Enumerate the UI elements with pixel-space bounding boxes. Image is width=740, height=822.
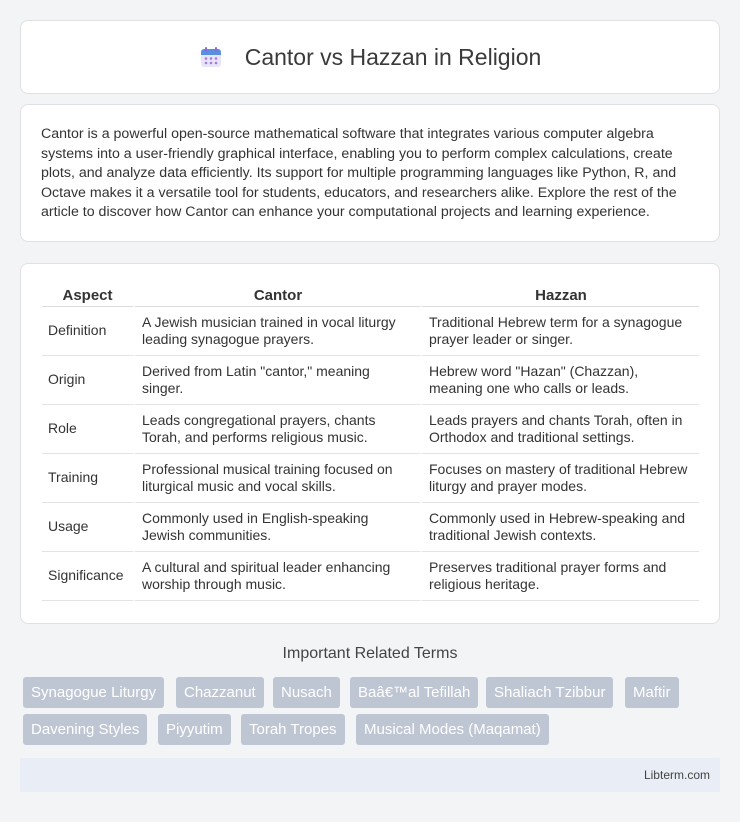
calendar-icon	[199, 45, 223, 69]
comparison-table-card	[20, 263, 720, 624]
aspect-cell: Role	[42, 405, 133, 454]
footer	[20, 758, 720, 792]
table-row	[42, 503, 699, 552]
table-row	[42, 405, 699, 454]
hazzan-cell: Traditional Hebrew term for a synagogue prayer leader or singer.	[420, 307, 699, 356]
hazzan-cell: Hebrew word "Hazan" (Chazzan), meaning one who calls or leads.	[420, 356, 699, 405]
tag-nusach[interactable]: Nusach	[273, 677, 340, 708]
aspect-cell: Definition	[42, 307, 133, 356]
table-header-row	[42, 285, 699, 307]
header-aspect: Aspect	[42, 285, 133, 307]
tag-maftir[interactable]: Maftir	[625, 677, 679, 708]
cantor-cell: A cultural and spiritual leader enhancing worship through music.	[133, 552, 420, 601]
tag-musical-modes[interactable]: Musical Modes (Maqamat)	[356, 714, 549, 745]
cantor-cell: Leads congregational prayers, chants Torah, and performs religious music.	[133, 405, 420, 454]
cantor-cell: Derived from Latin "cantor," meaning singer.	[133, 356, 420, 405]
cantor-cell: A Jewish musician trained in vocal liturgy leading synagogue prayers.	[133, 307, 420, 356]
tag-shaliach-tzibbur[interactable]: Shaliach Tzibbur	[486, 677, 613, 708]
header-cantor: Cantor	[133, 285, 420, 307]
aspect-cell: Origin	[42, 356, 133, 405]
table-row	[42, 454, 699, 503]
tag-davening-styles[interactable]: Davening Styles	[23, 714, 147, 745]
header-hazzan: Hazzan	[420, 285, 699, 307]
hazzan-cell: Preserves traditional prayer forms and religious heritage.	[420, 552, 699, 601]
footer-site-link[interactable]: Libterm.com	[643, 768, 710, 782]
tag-torah-tropes[interactable]: Torah Tropes	[241, 714, 345, 745]
aspect-cell: Usage	[42, 503, 133, 552]
hazzan-cell: Commonly used in Hebrew-speaking and traditional Jewish contexts.	[420, 503, 699, 552]
table-row	[42, 356, 699, 405]
tag-synagogue-liturgy[interactable]: Synagogue Liturgy	[23, 677, 164, 708]
hazzan-cell: Leads prayers and chants Torah, often in Orthodox and traditional settings.	[420, 405, 699, 454]
tag-piyyutim[interactable]: Piyyutim	[158, 714, 231, 745]
tag-baal-tefillah[interactable]: Baâ€™al Tefillah	[350, 677, 478, 708]
table-row	[42, 307, 699, 356]
hazzan-cell: Focuses on mastery of traditional Hebrew liturgy and prayer modes.	[420, 454, 699, 503]
table-row	[42, 552, 699, 601]
page-title: Cantor vs Hazzan in Religion	[244, 43, 542, 70]
header-card	[20, 20, 720, 94]
aspect-cell: Significance	[42, 552, 133, 601]
related-terms-title: Important Related Terms	[282, 645, 458, 662]
tag-chazzanut[interactable]: Chazzanut	[176, 677, 264, 708]
cantor-cell: Professional musical training focused on liturgical music and vocal skills.	[133, 454, 420, 503]
aspect-cell: Training	[42, 454, 133, 503]
cantor-cell: Commonly used in English-speaking Jewish communities.	[133, 503, 420, 552]
comparison-table	[42, 285, 699, 601]
intro-paragraph: Cantor is a powerful open-source mathematical software that integrates various computer algebra systems into a user-friendly graphical interface, enabling you to perform complex calculations, create plots, and analyze data efficiently. Its support for multiple programming languages like Python, R, and Octave makes it a versatile tool for students, educators, and researchers alike. Explore the rest of the article to discover how Cantor can enhance your computational projects and learning experience.	[41, 126, 677, 221]
intro-card	[20, 104, 720, 242]
